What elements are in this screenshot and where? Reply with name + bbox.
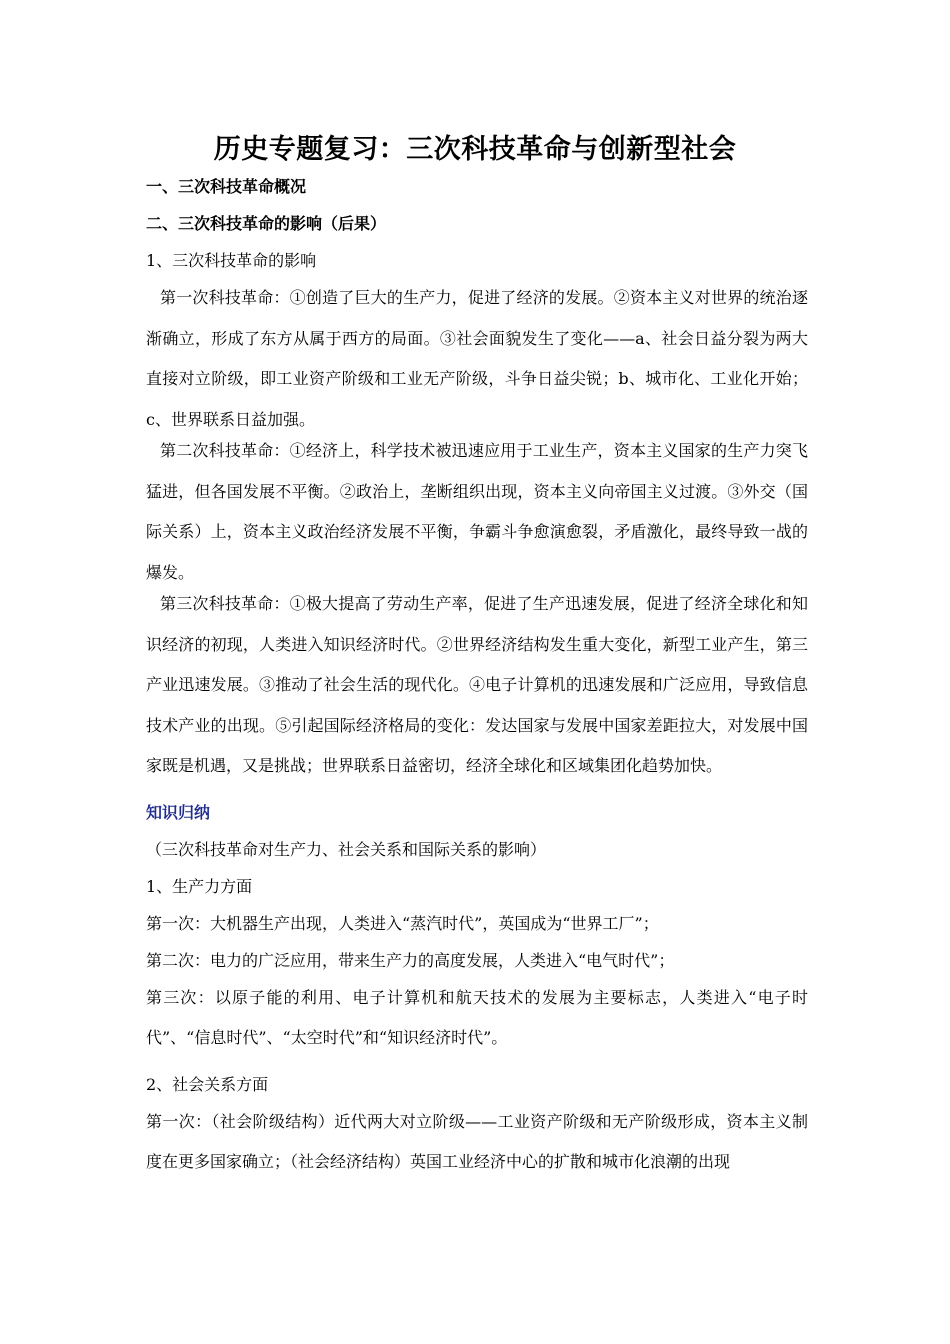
knowledge-summary-note: （三次科技革命对生产力、社会关系和国际关系的影响） — [146, 839, 547, 859]
section-heading-impact: 二、三次科技革命的影响（后果） — [146, 214, 387, 233]
document-body — [146, 176, 808, 1180]
paragraph-third-revolution: 第三次科技革命：①极大提高了劳动生产率，促进了生产迅速发展，促进了经济全球化和知识经济的初现，人类进入知识经济时代。②世界经济结构发生重大变化，新型工业产生，第三产业迅速发展。③推动了社会生活的现代化。④电子计算机的迅速发展和广泛应用，导致信息技术产业的出现。⑤引起国际经济格局的变化：发达国家与发展中国家差距拉大，对发展中国家既是机遇，又是挑战；世界联系日益密切，经济全球化和区域集团化趋势加快。 — [146, 594, 808, 775]
productivity-third: 第三次：以原子能的利用、电子计算机和航天技术的发展为主要标志，人类进入“电子时代”、“信息时代”、“太空时代”和“知识经济时代”。 — [146, 987, 808, 1047]
paragraph-second-revolution: 第二次科技革命：①经济上，科学技术被迅速应用于工业生产，资本主义国家的生产力突飞猛进，但各国发展不平衡。②政治上，垄断组织出现，资本主义向帝国主义过渡。③外交（国际关系）上，资本主义政治经济发展不平衡，争霸斗争愈演愈裂，矛盾激化，最终导致一战的爆发。 — [146, 441, 808, 582]
subheading-social-relations: 2、社会关系方面 — [146, 1074, 269, 1094]
document-title: 历史专题复习：三次科技革命与创新型社会 — [213, 134, 737, 165]
social-relations-first: 第一次：（社会阶级结构）近代两大对立阶级——工业资产阶级和无产阶级形成，资本主义制度在更多国家确立；（社会经济结构）英国工业经济中心的扩散和城市化浪潮的出现 — [146, 1111, 808, 1171]
productivity-first: 第一次：大机器生产出现，人类进入“蒸汽时代”，英国成为“世界工厂”； — [146, 913, 659, 933]
knowledge-summary-label: 知识归纳 — [146, 802, 211, 822]
subheading-productivity: 1、生产力方面 — [146, 876, 253, 896]
productivity-second: 第二次：电力的广泛应用，带来生产力的高度发展，人类进入“电气时代”； — [146, 950, 675, 970]
subheading-impact: 1、三次科技革命的影响 — [146, 251, 317, 270]
section-heading-overview: 一、三次科技革命概况 — [146, 177, 307, 196]
paragraph-first-revolution: 第一次科技革命：①创造了巨大的生产力，促进了经济的发展。②资本主义对世界的统治逐渐确立，形成了东方从属于西方的局面。③社会面貌发生了变化——a、社会日益分裂为两大直接对立阶级，即工业资产阶级和工业无产阶级，斗争日益尖锐；b、城市化、工业化开始；c、世界联系日益加强。 — [146, 288, 808, 429]
